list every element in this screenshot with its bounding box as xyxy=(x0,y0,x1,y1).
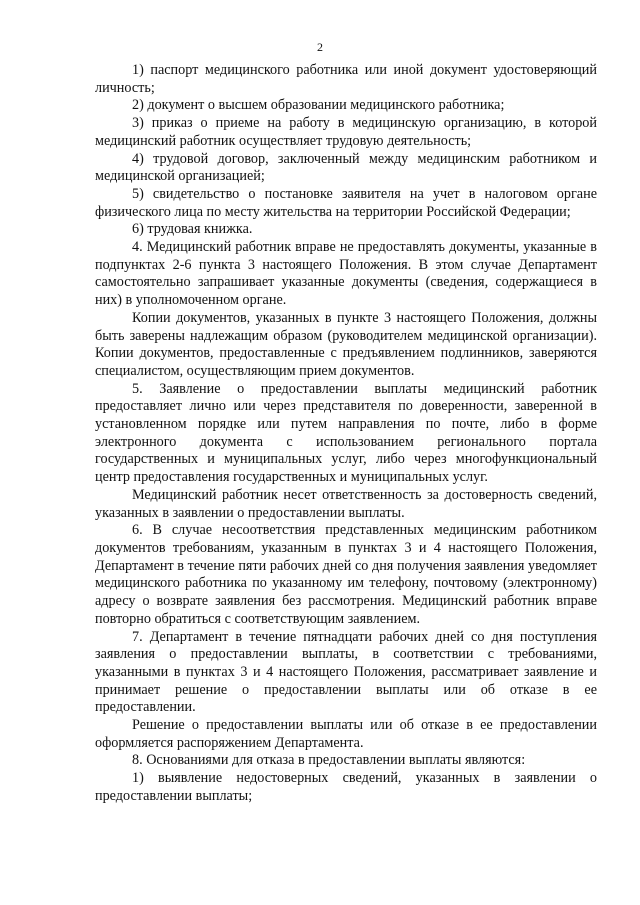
page-number: 2 xyxy=(317,40,323,54)
clause-7-decision: Решение о предоставлении выплаты или об отказе в ее предоставлении оформляется распоряжением Департамента. xyxy=(95,717,597,751)
list-item-hiring-order: 3) приказ о приеме на работу в медицинскую организацию, в которой медицинский работник осуществляет трудовую деятельность; xyxy=(95,115,597,149)
document-body xyxy=(95,62,597,806)
list-item-labor-contract: 4) трудовой договор, заключенный между медицинским работником и медицинской организацией; xyxy=(95,150,597,185)
clause-8: 8. Основаниями для отказа в предоставлении выплаты являются: xyxy=(132,752,526,769)
list-item-diploma: 2) документ о высшем образовании медицинского работника; xyxy=(132,97,505,114)
clause-5-responsibility: Медицинский работник несет ответственность за достоверность сведений, указанных в заявлении о предоставлении выплаты. xyxy=(95,486,597,521)
list-item-tax-certificate: 5) свидетельство о постановке заявителя на учет в налоговом органе физического лица по месту жительства на территории Российской Федерации; xyxy=(95,185,597,220)
clause-8-item-1: 1) выявление недостоверных сведений, указанных в заявлении о предоставлении выплаты; xyxy=(95,770,597,804)
clause-5: 5. Заявление о предоставлении выплаты медицинский работник предоставляет лично или через представителя по доверенности, заверенной в установленном порядке или путем направления по почте, либо в форме электронного документа с использованием регионального портала государственных и муниципальных услуг, либо через многофункциональный центр предоставления государственных и муниципальных услуг. xyxy=(95,380,597,486)
list-item-work-book: 6) трудовая книжка. xyxy=(132,221,253,238)
clause-4: 4. Медицинский работник вправе не предоставлять документы, указанные в подпунктах 2-6 пункта 3 настоящего Положения. В этом случае Департамент самостоятельно запрашивает указанные документы (сведения, содержащиеся в них) в уполномоченном органе. xyxy=(95,239,597,309)
clause-6: 6. В случае несоответствия представленных медицинским работником документов требованиям, указанным в пунктах 3 и 4 настоящего Положения, Департамент в течение пяти рабочих дней со дня получения заявления уведомляет медицинского работника по указанному им телефону, почтовому (электронному) адресу о возврате заявления без рассмотрения. Медицинский работник вправе повторно обратиться с соответствующим заявлением. xyxy=(95,522,597,627)
clause-4-copies: Копии документов, указанных в пункте 3 настоящего Положения, должны быть заверены надлежащим образом (руководителем медицинской организации). Копии документов, предоставленные с предъявлением подлинников, заверяются специалистом, осуществляющим прием документов. xyxy=(95,309,597,379)
clause-7: 7. Департамент в течение пятнадцати рабочих дней со дня поступления заявления о предоставлении выплаты, в соответствии с требованиями, указанными в пунктах 3 и 4 настоящего Положения, рассматривает заявление и принимает решение о предоставлении выплаты или об отказе в ее предоставлении. xyxy=(95,628,597,716)
list-item-passport: 1) паспорт медицинского работника или иной документ удостоверяющий личность; xyxy=(95,62,597,96)
